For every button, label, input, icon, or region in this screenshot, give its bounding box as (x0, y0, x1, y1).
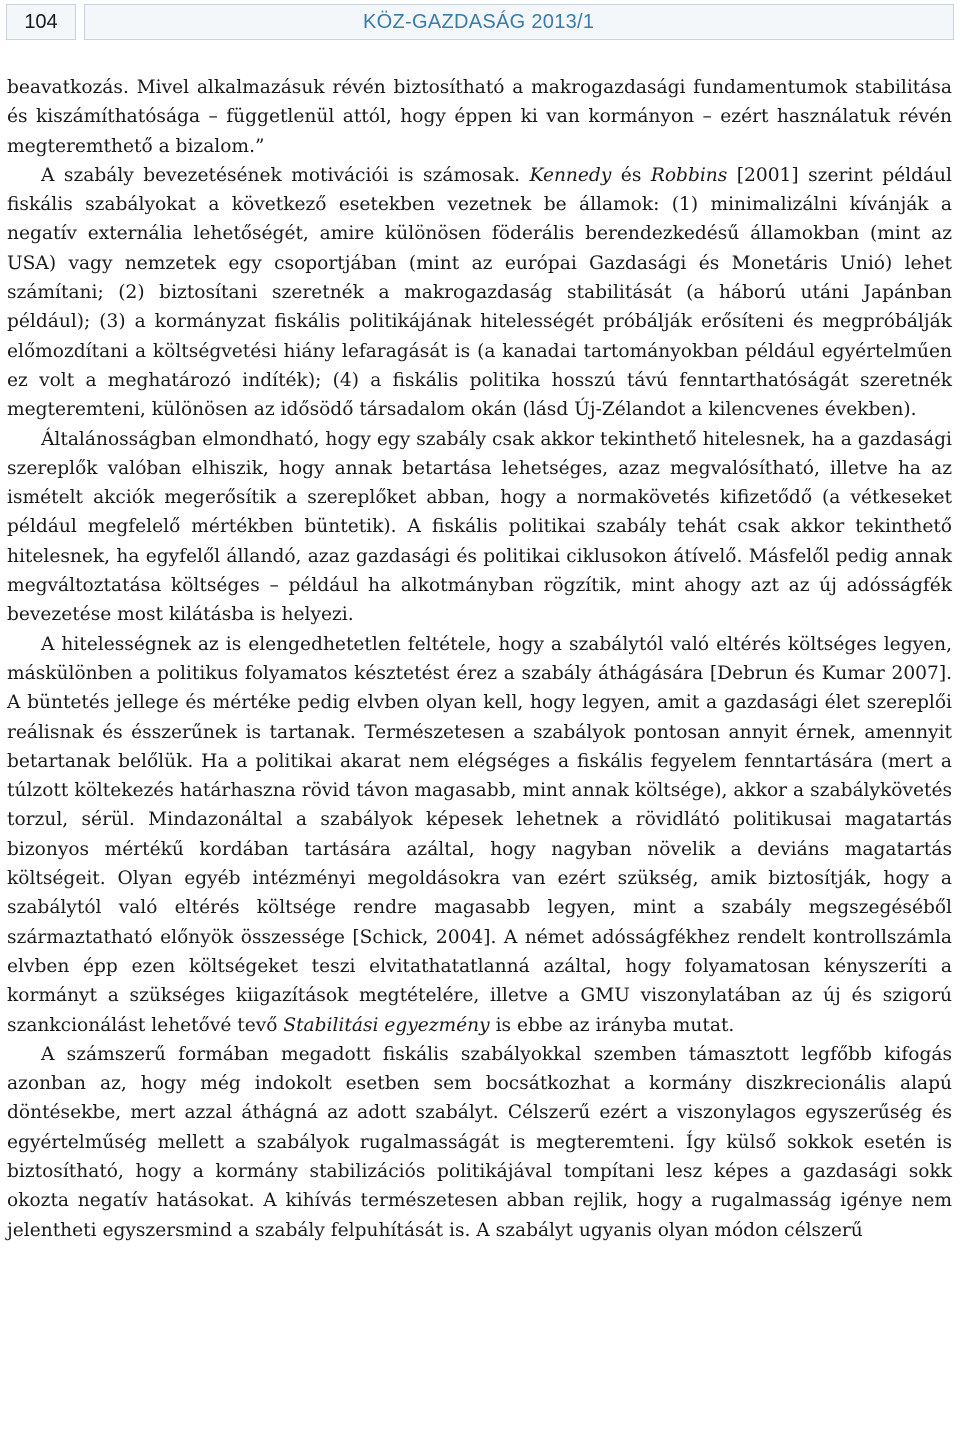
journal-title: KÖZ-GAZDASÁG 2013/1 (84, 4, 954, 40)
paragraph-2 (7, 161, 952, 425)
paragraph-4-start: A hitelességnek az is elengedhetetlen feltétele, hogy a szabálytól való eltérés költséges legyen, máskülönben a politikus folyamatos késztetést érez a szabály áthágására [Debrun és Kumar 2007]. A büntetés jellege és mértéke pedig elvben olyan kell, hogy legyen, amit a gazdasági élet szereplői reálisnak és ésszerűnek is tartanak. Természetesen a szabályok pontosan annyit érnek, amennyit betartanak belőlük. Ha a politikai akarat nem elégséges a fiskális fegyelem fenntartására (mert a túlzott költekezés határhaszna rövid távon magasabb, mint annak költsége), akkor a szabálykövetés torzul, sérül. Mindazonáltal a szabályok képesek lehetnek a rövidlátó politikusai magatartás bizonyos mértékű kordában tartására azáltal, hogy nagyban növelik a deviáns magatartás költségeit. Olyan egyéb intézményi megoldásokra van ezért szükség, amik biztosítják, hogy a szabálytól való eltérés költsége rendre magasabb legyen, mint a szabály megszegéséből származtatható előnyök összessége [Schick, 2004]. A német adósságfékhez rendelt kontrollszámla elvben épp ezen költségeket teszi elvitathatatlanná azáltal, hogy folyamatosan kényszeríti a kormányt a szükséges kiigazítások megtételére, illetve a GMU viszonylatában az új és szigorú szankcionálást lehetővé tevő (7, 633, 952, 1036)
author-kennedy: Kennedy (529, 164, 612, 186)
stability-pact-term: Stabilitási egyezmény (283, 1014, 490, 1036)
author-robbins: Robbins (650, 164, 728, 186)
page-header (6, 4, 954, 40)
paragraph-4-end: is ebbe az irányba mutat. (489, 1014, 735, 1036)
article-body (7, 73, 952, 1245)
paragraph-1: beavatkozás. Mivel alkalmazásuk révén biztosítható a makrogazdasági fundamentumok stabilitása és kiszámíthatósága – függetlenül attól, hogy éppen ki van kormányon – ezért használatuk révén megteremthető a bizalom.” (7, 77, 952, 157)
paragraph-3: Általánosságban elmondható, hogy egy szabály csak akkor tekinthető hitelesnek, ha a gazdasági szereplők valóban elhiszik, hogy annak betartása lehetséges, azaz megvalósítható, illetve ha az ismételt akciók megerősítik a szereplőket abban, hogy a normakövetés kifizetődő (a vétkeseket például megfelelő mértékben büntetik). A fiskális politikai szabály tehát csak akkor tekinthető hitelesnek, ha egyfelől állandó, azaz gazdasági és politikai ciklusokon átívelő. Másfelől pedig annak megváltoztatása költséges – például ha alkotmányban rögzítik, mint ahogy azt az új adósságfék bevezetése most kilátásba is helyezi. (7, 428, 952, 626)
paragraph-4 (7, 630, 952, 1040)
paragraph-2-and: és (611, 164, 651, 186)
paragraph-2-start: A szabály bevezetésének motivációi is számosak. (41, 164, 530, 186)
paragraph-5: A számszerű formában megadott fiskális szabályokkal szemben támasztott legfőbb kifogás azonban az, hogy még indokolt esetben sem bocsátkozhat a kormány diszkrecionális alapú döntésekbe, mert azzal áthágná az adott szabályt. Célszerű ezért a viszonylagos egyszerűség és egyértelműség mellett a szabályok rugalmasságát is megteremteni. Így külső sokkok esetén is biztosítható, hogy a kormány stabilizációs politikájával tompítani lesz képes a gazdasági sokk okozta negatív hatásokat. A kihívás természetesen abban rejlik, hogy a rugalmasság igénye nem jelentheti egyszersmind a szabály felpuhítását is. A szabályt ugyanis olyan módon célszerű (7, 1043, 952, 1241)
page-number: 104 (6, 4, 76, 40)
paragraph-2-rest: [2001] szerint például fiskális szabályokat a következő esetekben vezetnek be államok: (1) minimalizálni kívánják a negatív externália lehetőségét, amire különösen föderális berendezkedésű államokban (mint az USA) vagy nemzetek egy csoportjában (mint az európai Gazdasági és Monetáris Unió) lehet számítani; (2) biztosítani szeretnék a makrogazdaság stabilitását (a háború utáni Japánban például); (3) a kormányzat fiskális politikájának hitelességét próbálják erősíteni és megpróbálják előmozdítani a költségvetési hiány lefaragását is (a kanadai tartományokban például egyértelműen ez volt a meghatározó indíték); (4) a fiskális politika hosszú távú fenntarthatóságát szeretnék megteremteni, különösen az idősödő társadalom okán (lásd Új-Zélandot a kilencvenes években). (7, 164, 952, 421)
